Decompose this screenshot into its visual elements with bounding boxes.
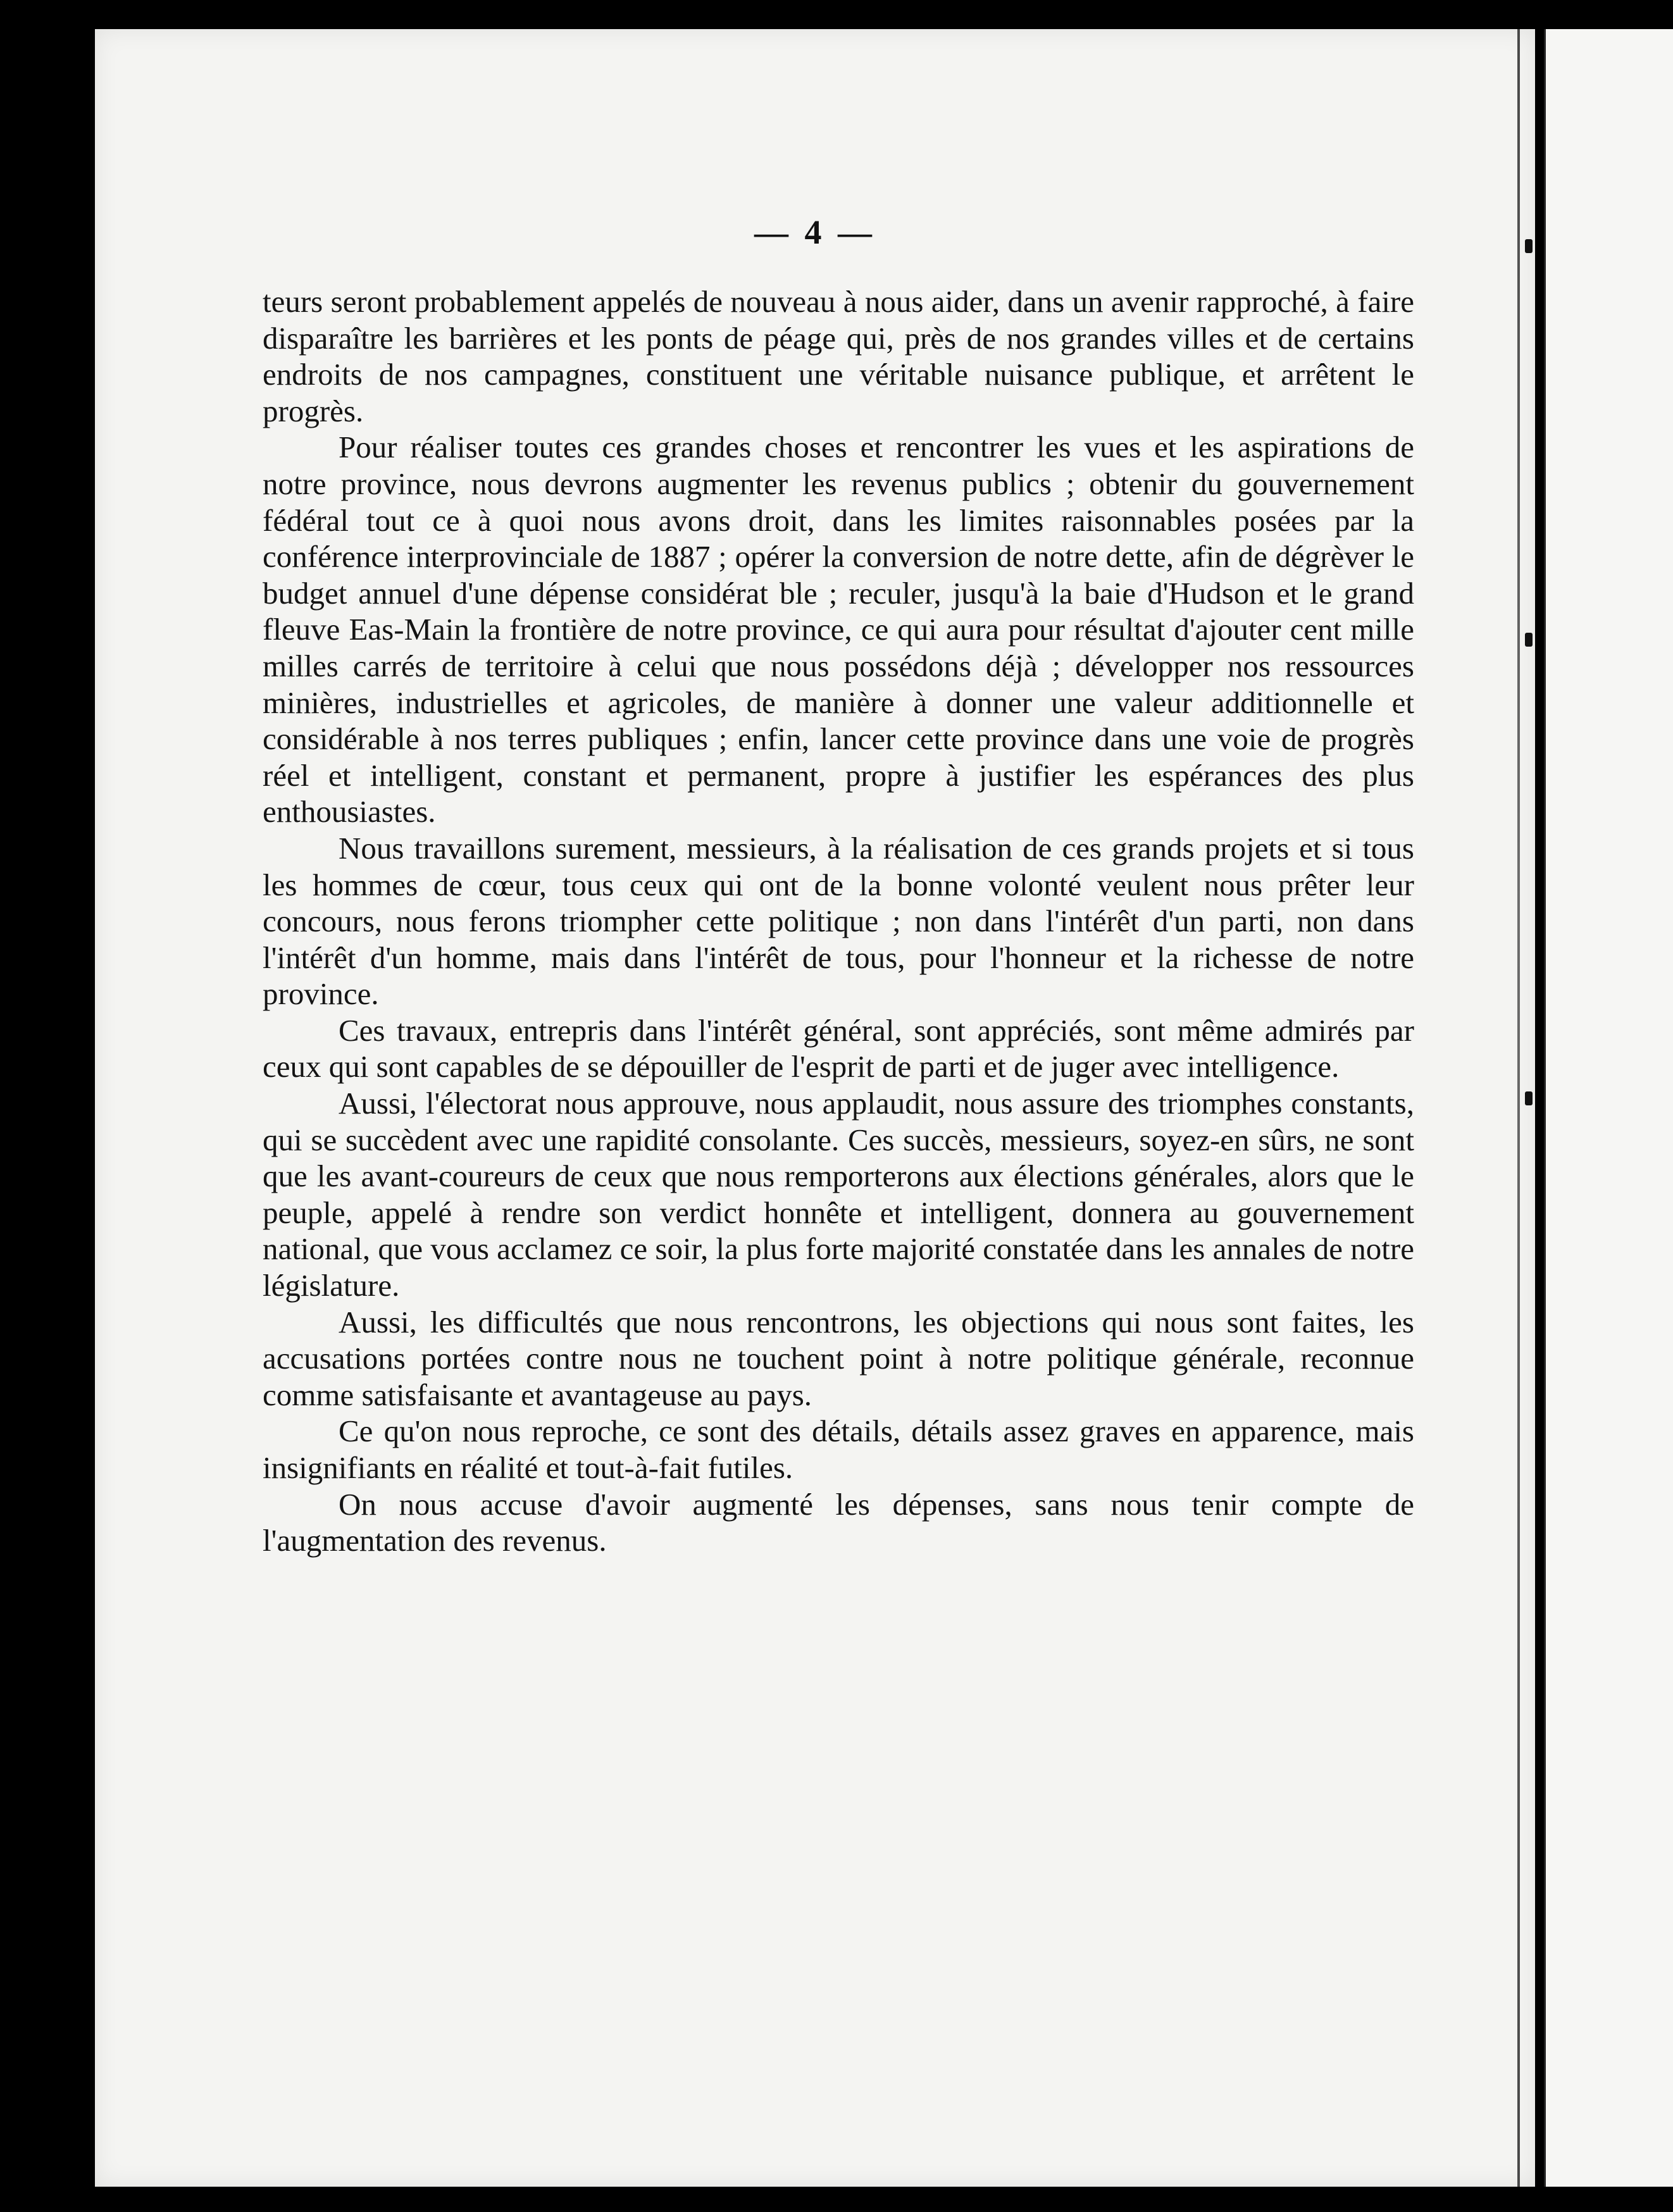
document-page xyxy=(95,29,1535,2187)
paragraph-3: Nous travaillons surement, messieurs, à la réalisation de ces grands projets et si tous les hommes de cœur, tous ceux qui ont de la bonne volonté veulent nous prêter leur concours, nous ferons triompher cette politique ; non dans l'intérêt d'un parti, non dans l'intérêt d'un homme, mais dans l'intérêt de tous, pour l'honneur et la richesse de notre province. xyxy=(263,830,1414,1012)
paragraph-4: Ces travaux, entrepris dans l'intérêt général, sont appréciés, sont même admirés par ceux qui sont capables de se dépouiller de l'esprit de parti et de juger avec intelligence. xyxy=(263,1012,1414,1084)
paragraph-7: Ce qu'on nous reproche, ce sont des détails, détails assez graves en apparence, mais insignifiants en réalité et tout-à-fait futiles. xyxy=(263,1414,1414,1485)
paragraph-1: teurs seront probablement appelés de nouveau à nous aider, dans un avenir rapproché, à faire disparaître les barrières et les ponts de péage qui, près de nos grandes villes et de certains endroits de nos campagnes, constituent une véritable nuisance publique, et arrêtent le progrès. xyxy=(263,284,1414,428)
facing-page-edge xyxy=(1544,29,1673,2187)
paragraph-6: Aussi, les difficultés que nous rencontrons, les objections qui nous sont faites, les accusations portées contre nous ne touchent point à notre politique générale, reconnue comme satisfaisante et avantageuse au pays. xyxy=(263,1304,1414,1412)
page-gutter xyxy=(1517,29,1520,2187)
body-text xyxy=(263,283,1414,1559)
gutter-mark xyxy=(1525,1091,1533,1105)
page-number: — 4 — xyxy=(754,213,876,251)
paragraph-5: Aussi, l'électorat nous approuve, nous applaudit, nous assure des triomphes constants, qui se succèdent avec une rapidité consolante. Ces succès, messieurs, soyez-en sûrs, ne sont que les avant-coureurs de ceux que nous remporterons aux élections générales, alors que le peuple, appelé à rendre son verdict honnête et intelligent, donnera au gouvernement national, que vous acclamez ce soir, la plus forte majorité constatée dans les annales de notre législature. xyxy=(263,1086,1414,1303)
paragraph-8: On nous accuse d'avoir augmenté les dépenses, sans nous tenir compte de l'augmentation des revenus. xyxy=(263,1486,1414,1558)
paragraph-2: Pour réaliser toutes ces grandes choses et rencontrer les vues et les aspirations de notre province, nous devrons augmenter les revenus publics ; obtenir du gouvernement fédéral tout ce à quoi nous avons droit, dans les limites raisonnables posées par la conférence interprovinciale de 1887 ; opérer la conversion de notre dette, afin de dégrèver le budget annuel d'une dépense considérat ble ; reculer, jusqu'à la baie d'Hudson et le grand fleuve Eas-Main la frontière de notre province, ce qui aura pour résultat d'ajouter cent mille milles carrés de territoire à celui que nous possédons déjà ; développer nos ressources minières, industrielles et agricoles, de manière à donner une valeur additionnelle et considérable à nos terres publiques ; enfin, lancer cette province dans une voie de progrès réel et intelligent, constant et permanent, propre à justifier les espérances des plus enthousiastes. xyxy=(263,430,1414,830)
gutter-mark xyxy=(1525,633,1533,647)
gutter-mark xyxy=(1525,239,1533,253)
